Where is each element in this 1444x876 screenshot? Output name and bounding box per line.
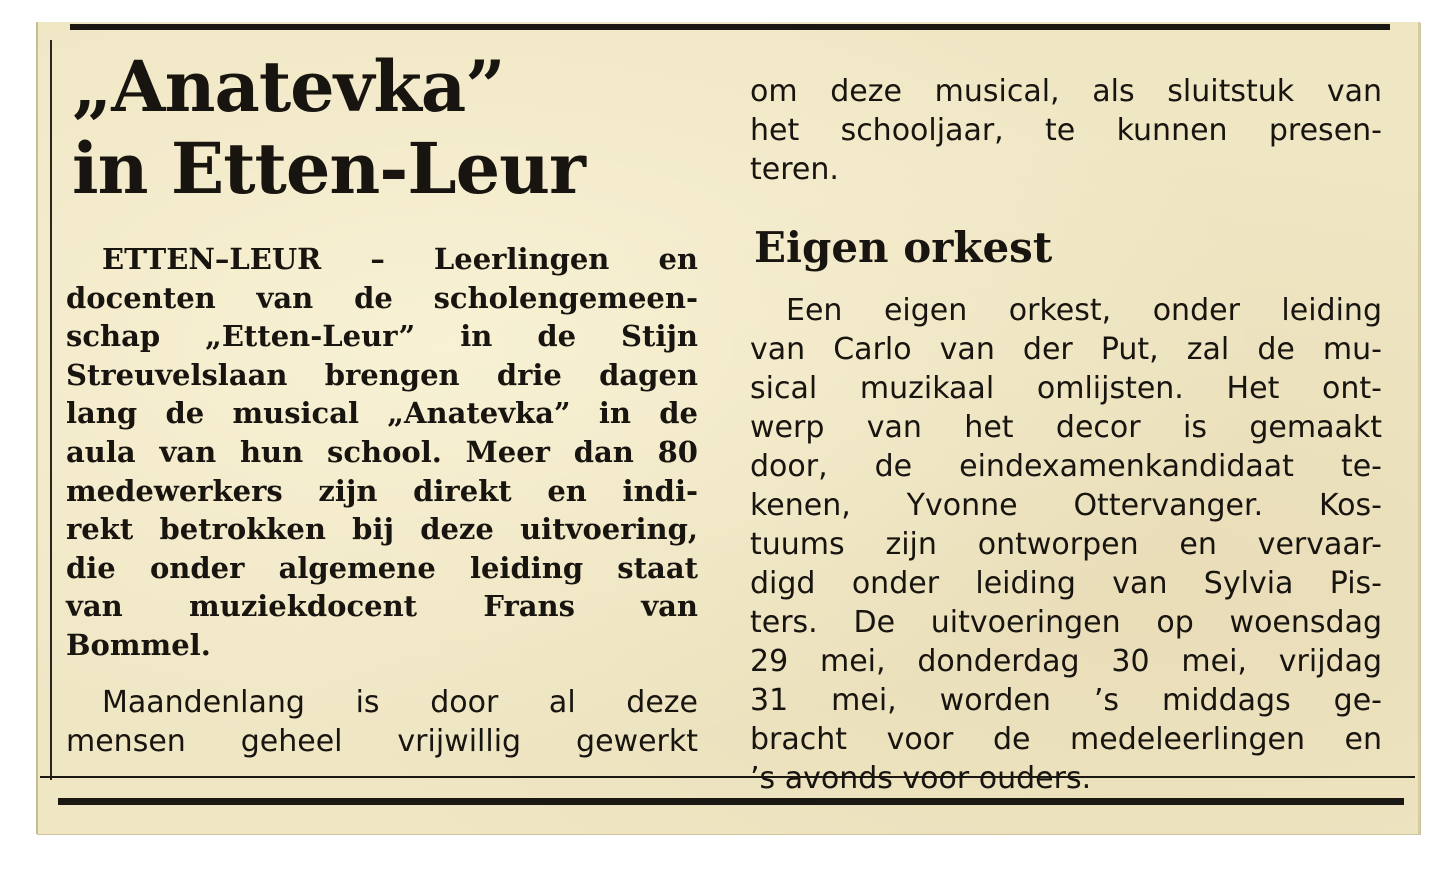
body-line: bracht voor de medeleerlingen en [750,722,1382,757]
body-paragraph-2 [66,683,698,761]
body-paragraph-2-continued [750,72,1382,189]
lead-line [66,240,698,279]
body-line: 29 mei, donderdag 30 mei, vrijdag [750,644,1382,679]
lead-line: die onder algemene leiding staat [66,550,698,585]
lead-line: docenten van de scholengemeen- [66,280,698,315]
body-line: van Carlo van der Put, zal de mu- [750,332,1382,367]
dateline: ETTEN–LEUR [102,242,322,276]
headline [72,46,698,210]
body-line: 31 mei, worden ’s middags ge- [750,683,1382,718]
lead-paragraph [66,240,698,665]
body-line: werp van het decor is gemaakt [750,410,1382,445]
lead-line: medewerkers zijn direkt en indi- [66,473,698,508]
lead-line: Bommel. [66,627,211,662]
subheading: Eigen orkest [754,223,1053,272]
body-line: tuums zijn ontworpen en vervaar- [750,527,1382,562]
bottom-rule [58,798,1404,805]
headline-line-2: in Etten-Leur [72,127,585,210]
lead-line: Streuvelslaan brengen drie dagen [66,357,698,392]
body-line: het schooljaar, te kunnen presen- [750,113,1382,148]
body-line: Maandenlang is door al deze [102,684,698,720]
body-line: sical muzikaal omlijsten. Het ont- [750,371,1382,406]
body-line: teren. [750,152,839,187]
body-line: ’s avonds voor ouders. [750,761,1092,796]
lead-line: van muziekdocent Frans van [66,589,698,624]
lead-line: schap „Etten-Leur” in de Stijn [66,319,698,354]
body-line: door, de eindexamenkandidaat te- [750,449,1382,484]
headline-line-1: „Anatevka” [72,45,505,128]
top-rule [70,24,1390,30]
body-line: Een eigen orkest, onder leiding [786,293,1382,328]
body-line: mensen geheel vrijwillig gewerkt [66,723,698,759]
left-column [66,46,698,761]
left-border-line [50,40,52,780]
lead-line: lang de musical „Anatevka” in de [66,396,698,431]
body-paragraph-3 [750,291,1382,798]
lead-line-text: – Leerlingen en [370,242,698,276]
lead-line: rekt betrokken bij deze uitvoering, [66,512,698,547]
lead-line: aula van hun school. Meer dan 80 [66,434,698,469]
body-line: ters. De uitvoeringen op woensdag [750,605,1382,640]
body-line: om deze musical, als sluitstuk van [750,74,1382,109]
body-line: digd onder leiding van Sylvia Pis- [750,566,1382,601]
right-column [750,72,1382,798]
body-line: kenen, Yvonne Ottervanger. Kos- [750,488,1382,523]
